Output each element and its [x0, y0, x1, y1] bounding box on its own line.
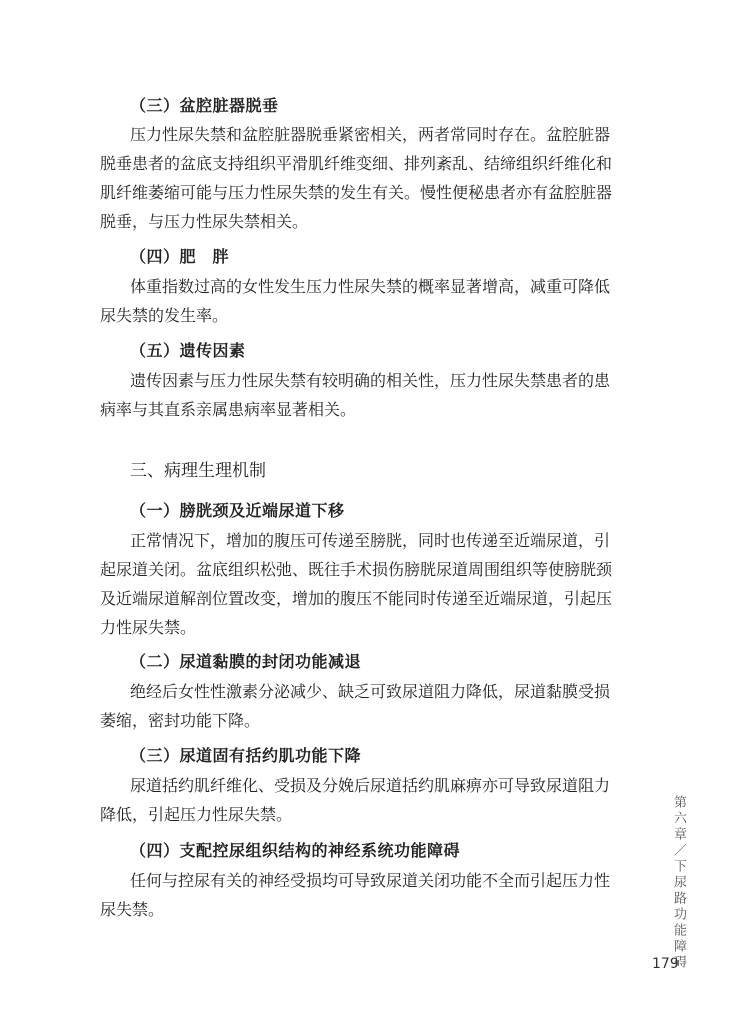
- text-line: 及近端尿道解剖位置改变，增加的腹压不能同时传递至近端尿道，引起压: [100, 589, 613, 608]
- text-line: 肌纤维萎缩可能与压力性尿失禁的发生有关。慢性便秘患者亦有盆腔脏器: [100, 183, 613, 202]
- text-line: 遗传因素与压力性尿失禁有较明确的相关性，压力性尿失禁患者的患: [130, 371, 611, 390]
- text-line: 尿失禁的发生率。: [100, 306, 229, 325]
- text-line: 降低，引起压力性尿失禁。: [100, 805, 293, 824]
- paragraph-obesity: [100, 272, 620, 330]
- text-line: 绝经后女性性激素分泌减少、缺乏可致尿道阻力降低，尿道黏膜受损: [130, 682, 611, 701]
- text-line: 脱垂，与压力性尿失禁相关。: [100, 212, 309, 231]
- page-number: 179: [652, 956, 679, 972]
- paragraph-urethral-mucosa: [100, 677, 620, 735]
- text-line: 压力性尿失禁和盆腔脏器脱垂紧密相关，两者常同时存在。盆腔脏器: [130, 125, 611, 144]
- text-line: 正常情况下，增加的腹压可传递至膀胱，同时也传递至近端尿道，引: [130, 531, 611, 550]
- text-line: 力性尿失禁。: [100, 618, 197, 637]
- text-line: 病率与其直系亲属患病率显著相关。: [100, 400, 357, 419]
- paragraph-bladder-neck-descent: [100, 526, 620, 642]
- text-line: 萎缩，密封功能下降。: [100, 711, 261, 730]
- paragraph-neural-dysfunction: [100, 866, 620, 924]
- text-line: 尿失禁。: [100, 900, 165, 919]
- paragraph-pelvic-organ-prolapse: [100, 120, 620, 236]
- subheading-genetic-factors: （五）遗传因素: [130, 341, 246, 360]
- subheading-bladder-neck-descent: （一）膀胱颈及近端尿道下移: [130, 501, 345, 520]
- paragraph-genetic-factors: [100, 366, 620, 424]
- text-line: 体重指数过高的女性发生压力性尿失禁的概率显著增高，减重可降低: [130, 277, 611, 296]
- text-line: 尿道括约肌纤维化、受损及分娩后尿道括约肌麻痹亦可导致尿道阻力: [130, 776, 611, 795]
- subheading-obesity: （四）肥 胖: [130, 247, 230, 266]
- text-line: 任何与控尿有关的神经受损均可导致尿道关闭功能不全而引起压力性: [130, 871, 611, 890]
- text-line: 脱垂患者的盆底支持组织平滑肌纤维变细、排列紊乱、结缔组织纤维化和: [100, 154, 613, 173]
- text-line: 起尿道关闭。盆底组织松弛、既往手术损伤膀胱尿道周围组织等使膀胱颈: [100, 560, 613, 579]
- chapter-sidebar-label: 第六章／下尿路功能障碍: [671, 795, 686, 971]
- subheading-neural-dysfunction: （四）支配控尿组织结构的神经系统功能障碍: [130, 841, 461, 860]
- paragraph-sphincter-function: [100, 771, 620, 829]
- section-heading-pathophysiology: 三、病理生理机制: [130, 461, 266, 481]
- subheading-urethral-mucosa: （二）尿道黏膜的封闭功能减退: [130, 652, 362, 671]
- subheading-pelvic-organ-prolapse: （三）盆腔脏器脱垂: [130, 96, 279, 115]
- subheading-sphincter-function: （三）尿道固有括约肌功能下降: [130, 746, 362, 765]
